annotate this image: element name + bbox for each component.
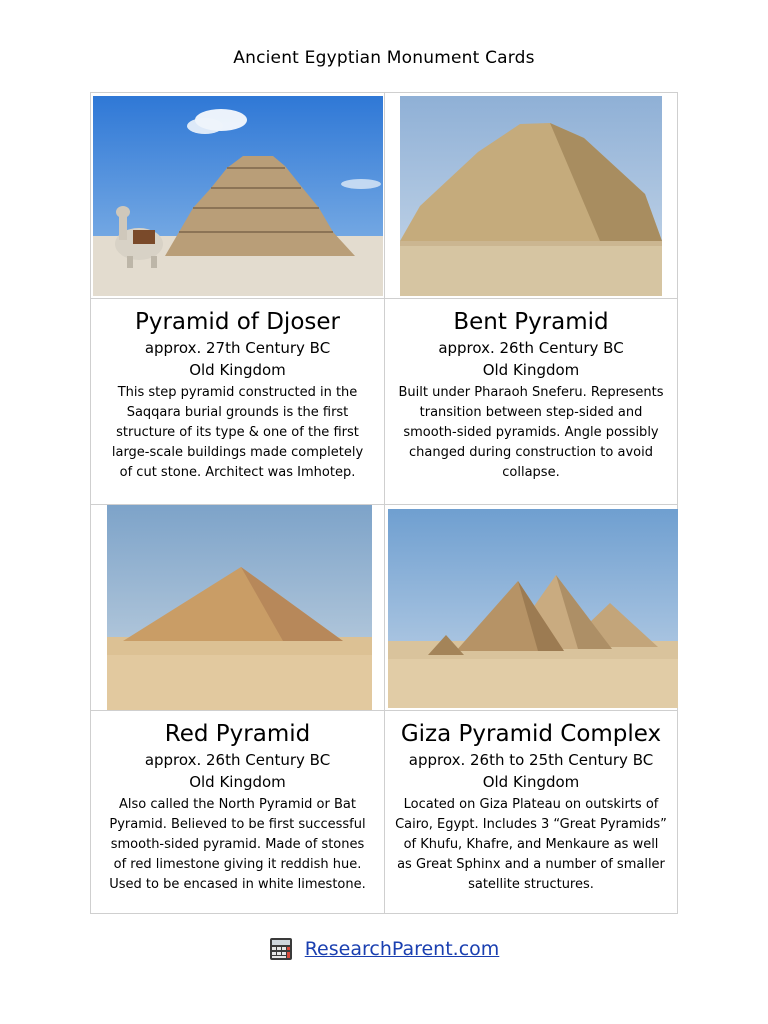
card-date: approx. 26th to 25th Century BC [408,751,654,769]
card-period: Old Kingdom [482,361,580,379]
pyramid-of-djoser-photo [93,96,383,296]
card-period: Old Kingdom [189,773,286,791]
card-date: approx. 26th Century BC [438,339,624,357]
page-title: Ancient Egyptian Monument Cards [233,48,535,68]
card-date: approx. 27th Century BC [144,339,331,357]
card-title: Bent Pyramid [453,309,609,335]
research-parent-link[interactable]: ResearchParent.com [304,938,500,960]
giza-pyramid-complex-photo [388,509,678,708]
card-description: Located on Giza Plateau on outskirts of Cairo, Egypt. Includes 3 “Great Pyramids” of Khufu, Khafre, and Menkaure as well as Great Sphinx and a number of smaller satellite structures. [395,797,667,892]
card-grid [90,92,678,914]
calculator-icon [269,937,293,961]
red-pyramid-card-text [91,719,384,895]
card-period: Old Kingdom [482,773,580,791]
card-period: Old Kingdom [189,361,286,379]
card-title: Red Pyramid [164,721,311,747]
grid-divider [91,298,677,299]
footer [0,934,768,964]
card-date: approx. 26th Century BC [144,751,331,769]
giza-pyramid-complex-card-text [385,719,677,895]
card-description: This step pyramid constructed in the Saqqara burial grounds is the first structure of its type & one of the first large-scale buildings made completely of cut stone. Architect was Imhotep. [111,385,364,480]
grid-divider [91,710,677,711]
bent-pyramid-card-text [385,307,677,483]
card-description: Also called the North Pyramid or Bat Pyramid. Believed to be first successful smooth-sided pyramid. Made of stones of red limestone giving it reddish hue. Used to be encased in white limestone. [109,797,366,892]
pyramid-of-djoser-card-text [91,307,384,483]
card-title: Pyramid of Djoser [135,309,340,335]
bent-pyramid-photo [400,96,662,296]
red-pyramid-photo [107,505,372,710]
card-title: Giza Pyramid Complex [400,721,662,747]
card-description: Built under Pharaoh Sneferu. Represents transition between step-sided and smooth-sided pyramids. Angle possibly changed during construction to avoid collapse. [398,385,664,480]
